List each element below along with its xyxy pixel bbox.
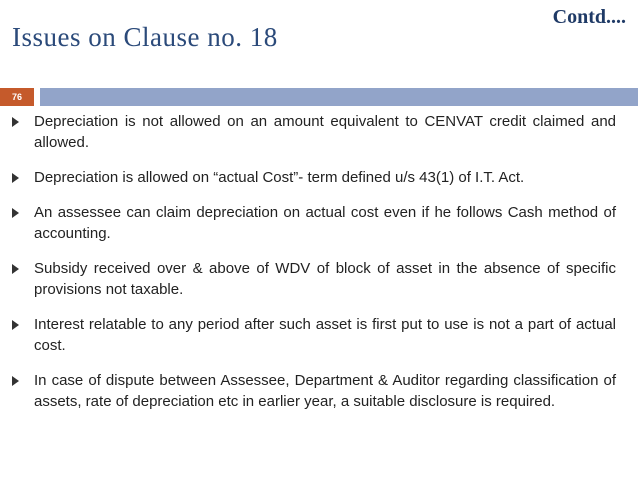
bullet-list — [12, 111, 616, 426]
header-band — [0, 88, 638, 106]
bullet-item — [12, 258, 616, 300]
bullet-text: Subsidy received over & above of WDV of block of asset in the absence of specific provisions not taxable. — [34, 260, 616, 298]
bullet-item — [12, 111, 616, 153]
bullet-item — [12, 167, 616, 188]
bullet-text: Depreciation is allowed on “actual Cost”- term defined u/s 43(1) of I.T. Act. — [34, 169, 525, 186]
arrow-bullet-icon — [12, 208, 19, 218]
arrow-bullet-icon — [12, 264, 19, 274]
arrow-bullet-icon — [12, 320, 19, 330]
bullet-text: Depreciation is not allowed on an amount equivalent to CENVAT credit claimed and allowed. — [34, 113, 616, 151]
bullet-text: Interest relatable to any period after such asset is first put to use is not a part of actual cost. — [34, 316, 616, 354]
slide-number: 76 — [0, 88, 34, 106]
arrow-bullet-icon — [12, 173, 19, 183]
bullet-item — [12, 370, 616, 412]
arrow-bullet-icon — [12, 117, 19, 127]
slide-title: Issues on Clause no. 18 — [12, 22, 278, 52]
bullet-text: An assessee can claim depreciation on actual cost even if he follows Cash method of accounting. — [34, 204, 616, 242]
bullet-text: In case of dispute between Assessee, Department & Auditor regarding classification of assets, rate of depreciation etc in earlier year, a suitable disclosure is required. — [34, 372, 616, 410]
contd-label: Contd.... — [552, 6, 626, 28]
bullet-item — [12, 202, 616, 244]
arrow-bullet-icon — [12, 376, 19, 386]
decorative-bar — [40, 88, 638, 106]
bullet-item — [12, 314, 616, 356]
